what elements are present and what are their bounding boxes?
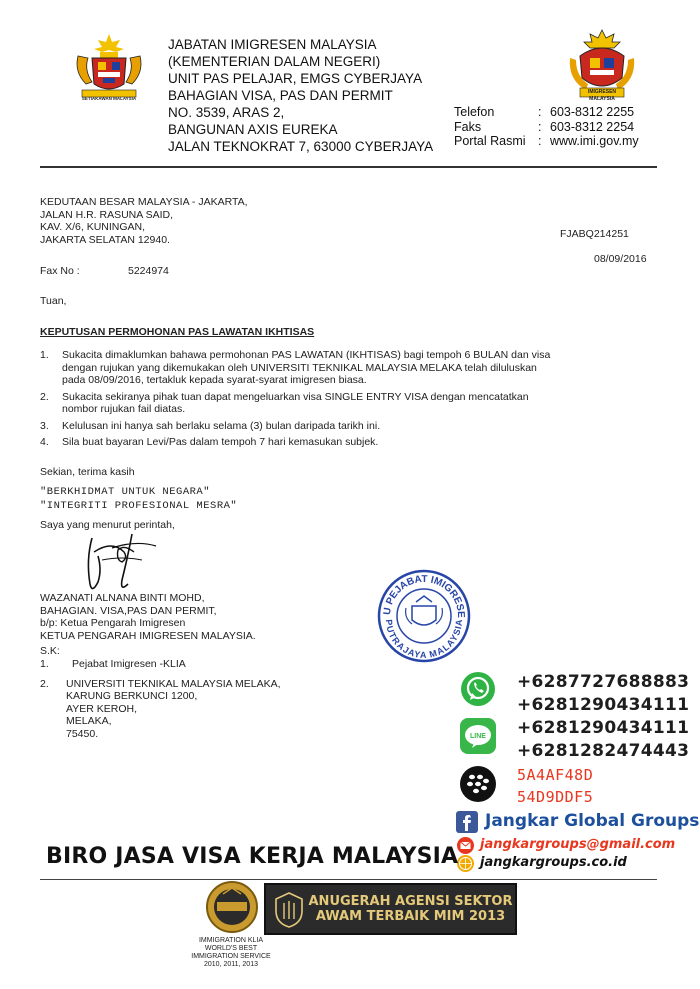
- contact-block: [454, 105, 654, 149]
- contact-sep: :: [538, 134, 542, 148]
- contact-label: Faks: [454, 119, 482, 134]
- item-text: Sila buat bayaran Levi/Pas dalam tempoh 7 hari kemasukan subjek.: [62, 436, 379, 448]
- header-line: BANGUNAN AXIS EUREKA: [168, 122, 338, 137]
- badge-caption-line: IMMIGRATION SERVICE: [191, 953, 271, 960]
- signatory-line: BAHAGIAN. VISA,PAS DAN PERMIT,: [40, 604, 217, 617]
- email-icon: [457, 837, 474, 854]
- phone-number[interactable]: +6281290434111: [517, 695, 690, 715]
- blackberry-icon[interactable]: [459, 765, 497, 803]
- coat-of-arms: [70, 32, 148, 104]
- coat-of-arms-caption: SETIAKAWAN MALAYSIA: [81, 96, 137, 101]
- award-line: AWAM TERBAIK MIM 2013: [315, 909, 506, 924]
- contact-sep: :: [538, 119, 542, 134]
- header-line: NO. 3539, ARAS 2,: [168, 105, 285, 120]
- cc-line: KARUNG BERKUNCI 1200,: [66, 690, 198, 702]
- svg-text:IBU PEJABAT IMIGRESEN: [376, 568, 466, 618]
- item-number: 1.: [40, 349, 49, 361]
- item-number: 4.: [40, 436, 49, 448]
- promo-banner-title: BIRO JASA VISA KERJA MALAYSIA: [46, 844, 459, 869]
- contact-fax: [454, 120, 654, 135]
- badge-caption: [183, 937, 279, 969]
- immigration-logo: [566, 28, 638, 100]
- signatory-block: [40, 592, 360, 642]
- reference-number: FJABQ214251: [560, 228, 629, 240]
- recipient-line: KEDUTAAN BESAR MALAYSIA - JAKARTA,: [40, 196, 248, 208]
- stamp-bottom-text: PUTRAJAYA MALAYSIA: [383, 619, 465, 661]
- line-icon[interactable]: [459, 717, 497, 755]
- contact-label: Portal Rasmi: [454, 134, 526, 148]
- facebook-page-name[interactable]: Jangkar Global Groups: [485, 811, 700, 831]
- contact-value: www.imi.gov.my: [550, 134, 639, 148]
- motto-2: "INTEGRITI PROFESIONAL MESRA": [40, 500, 238, 512]
- signatory-line: KETUA PENGARAH IMIGRESEN MALAYSIA.: [40, 629, 256, 642]
- item-number: 3.: [40, 419, 49, 432]
- website-url[interactable]: jangkargroups.co.id: [480, 855, 627, 870]
- cc-line: MELAKA,: [66, 715, 112, 727]
- salutation: Tuan,: [40, 295, 67, 307]
- phone-number[interactable]: +6287727688883: [517, 672, 690, 692]
- badge-caption-line: IMMIGRATION KLIA: [198, 937, 264, 944]
- letter-item: [40, 436, 560, 449]
- footer-divider: [40, 879, 657, 880]
- award-badge: [199, 880, 265, 934]
- cc-address: [66, 678, 360, 741]
- cc-number: 2.: [40, 677, 49, 690]
- order-line: Saya yang menurut perintah,: [40, 519, 175, 531]
- fax-label: Fax No :: [40, 265, 80, 277]
- letter-items: [40, 349, 560, 449]
- bb-pin[interactable]: 54D9DDF5: [517, 788, 594, 806]
- globe-icon: [457, 855, 474, 872]
- contact-portal: [454, 134, 654, 149]
- fax-value: 5224974: [128, 265, 169, 277]
- award-banner: [264, 883, 517, 935]
- handwritten-signature: [72, 530, 162, 600]
- signatory-line: WAZANATI ALNANA BINTI MOHD,: [40, 592, 205, 604]
- letter-subject: KEPUTUSAN PERMOHONAN PAS LAWATAN IKHTISAS: [40, 326, 315, 338]
- award-text: [308, 894, 513, 924]
- cc-line: Pejabat Imigresen -KLIA: [72, 658, 186, 670]
- recipient-address: [40, 196, 340, 246]
- facebook-icon[interactable]: [456, 811, 478, 833]
- email-address[interactable]: jangkargroups@gmail.com: [480, 837, 676, 852]
- cc-line: 75450.: [66, 727, 99, 740]
- letter-date: 08/09/2016: [594, 253, 647, 265]
- item-text: Kelulusan ini hanya sah berlaku selama (3) bulan daripada tarikh ini.: [62, 419, 381, 432]
- badge-caption-line: 2010, 2011, 2013: [204, 961, 258, 968]
- contact-label: Telefon: [454, 105, 495, 119]
- header-line: UNIT PAS PELAJAR, EMGS CYBERJAYA: [168, 71, 423, 86]
- logo-caption: IMIGRESEN MALAYSIA: [587, 89, 617, 102]
- phone-number[interactable]: +6281290434111: [517, 718, 690, 738]
- line-label: LINE: [470, 733, 486, 740]
- award-line: ANUGERAH AGENSI SEKTOR: [308, 894, 513, 909]
- item-text: Sukacita dimaklumkan bahawa permohonan PAS LAWATAN (IKHTISAS) bagi tempoh 6 BULAN dan visa dengan rujukan yang dikemukakan oleh UNIVERSITI TEKNIKAL MALAYSIA MELAKA telah diluluskan pada 08/09/2016, tertakluk kepada syarat-syarat imigresen biasa.: [62, 349, 551, 386]
- whatsapp-icon[interactable]: [459, 670, 497, 708]
- contact-value: 603-8312 2254: [550, 119, 635, 134]
- letter-item: [40, 349, 560, 387]
- cc-line: UNIVERSITI TEKNIKAL MALAYSIA MELAKA,: [66, 677, 281, 690]
- contact-sep: :: [538, 105, 542, 119]
- header-line: JALAN TEKNOKRAT 7, 63000 CYBERJAYA: [168, 139, 434, 154]
- item-number: 2.: [40, 390, 49, 403]
- motto-1: "BERKHIDMAT UNTUK NEGARA": [40, 486, 211, 498]
- letter-item: [40, 420, 560, 433]
- sk-label: S.K:: [40, 645, 60, 657]
- contact-phone: [454, 105, 654, 120]
- closing: Sekian, terima kasih: [40, 466, 135, 478]
- award-emblem: [272, 891, 306, 929]
- cc-number: 1.: [40, 658, 49, 670]
- fax-row: [40, 265, 240, 278]
- header-line: JABATAN IMIGRESEN MALAYSIA: [168, 37, 377, 52]
- signatory-line: b/p: Ketua Pengarah Imigresen: [40, 617, 186, 629]
- header-divider: [40, 166, 657, 168]
- cc-item: [40, 678, 360, 741]
- recipient-line: KAV. X/6, KUNINGAN,: [40, 221, 146, 233]
- recipient-line: JALAN H.R. RASUNA SAID,: [40, 208, 174, 221]
- cc-list: [40, 658, 360, 740]
- contact-value: 603-8312 2255: [550, 105, 635, 119]
- bb-pin[interactable]: 5A4AF48D: [517, 766, 594, 784]
- stamp-top-text: U PEJABAT IMIGRESE: [381, 573, 467, 619]
- phone-number[interactable]: +6281282474443: [517, 741, 690, 761]
- cc-line: AYER KEROH,: [66, 702, 137, 715]
- recipient-line: JAKARTA SELATAN 12940.: [40, 233, 170, 246]
- item-text: Sukacita sekiranya pihak tuan dapat mengeluarkan visa SINGLE ENTRY VISA dengan mencatatkan nombor rujukan fail diatas.: [62, 390, 529, 415]
- header-line: BAHAGIAN VISA, PAS DAN PERMIT: [168, 88, 393, 103]
- badge-caption-line: WORLD'S BEST: [204, 945, 258, 952]
- header-address: [168, 36, 468, 155]
- letter-item: [40, 391, 560, 416]
- official-stamp: [376, 568, 472, 664]
- cc-item: [40, 658, 360, 671]
- header-line: (KEMENTERIAN DALAM NEGERI): [168, 54, 381, 69]
